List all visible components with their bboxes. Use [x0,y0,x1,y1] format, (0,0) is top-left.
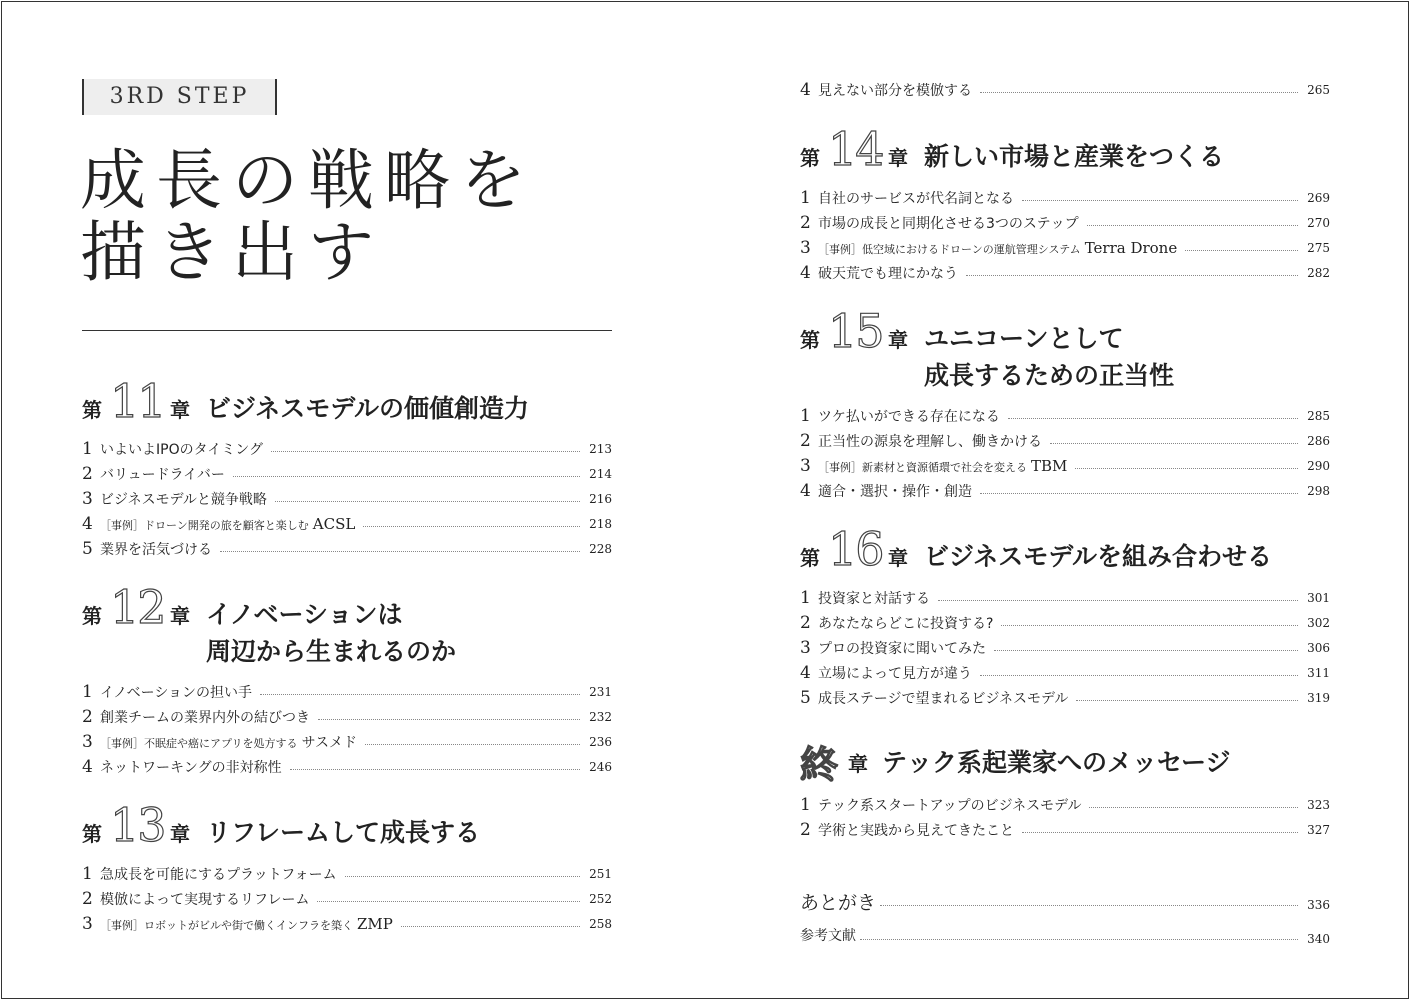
toc-entry[interactable] [82,706,612,728]
afterword-entry[interactable] [800,886,1330,916]
entry-page: 302 [1307,616,1330,630]
entry-page: 258 [589,917,612,931]
leader-dots [938,600,1298,601]
leader-dots [401,926,580,927]
toc-entry[interactable] [800,637,1330,659]
chapter-title: ユニコーンとして 成長するための正当性 [924,324,1175,390]
afterword-page: 336 [1307,898,1330,912]
chapter-suffix: 章 [848,752,868,776]
entry-page: 236 [589,735,612,749]
entry-page: 311 [1307,666,1330,680]
chapter-title: テック系起業家へのメッセージ [882,748,1231,777]
chapter-prefix: 第 [82,604,102,628]
entry-number: 1 [800,795,811,815]
entry-page: 218 [589,517,612,531]
entry-title: 成長ステージで望まれるビジネスモデル [818,691,1069,707]
case-tag: ［事例］低空域におけるドローンの運航管理システム [818,243,1081,256]
step-label: 3RD STEP [82,79,277,115]
afterword-title: あとがき [800,891,877,914]
leader-dots [1087,225,1298,226]
entry-page: 214 [589,467,612,481]
entry-number: 2 [800,213,811,233]
entry-title: 立場によって見方が違う [818,666,972,682]
toc-entry[interactable] [800,430,1330,452]
entry-number: 2 [82,707,93,727]
chapter-prefix: 第 [82,398,102,422]
entry-page: 301 [1307,591,1330,605]
entry-number: 2 [800,820,811,840]
entry-title: 学術と実践から見えてきたこと [818,823,1014,839]
entry-page: 298 [1307,484,1330,498]
entry-page: 306 [1307,641,1330,655]
toc-entry[interactable] [82,488,612,510]
entry-number: 5 [800,688,811,708]
entry-page: 246 [589,760,612,774]
entry-title: 業界を活気づける [100,542,212,558]
entry-title: プロの投資家に聞いてみた [818,641,986,657]
entry-page: 216 [589,492,612,506]
case-tag: ［事例］不眠症や癌にアプリを処方する [100,737,298,750]
chapter-title: ビジネスモデルを組み合わせる [924,542,1273,571]
entry-page: 285 [1307,409,1330,423]
leader-dots [980,675,1298,676]
entry-number: 4 [82,757,93,777]
entry-number: 3 [800,238,811,258]
chapter-suffix: 章 [888,146,908,170]
toc-entry[interactable] [800,262,1330,284]
toc-entry[interactable] [82,888,612,910]
entry-page: 270 [1307,216,1330,230]
entry-title: 急成長を可能にするプラットフォーム [100,867,337,883]
entry-title: ツケ払いができる存在になる [818,409,1000,425]
toc-entry[interactable] [82,863,612,885]
chapter-prefix: 第 [800,328,820,352]
toc-entry[interactable] [800,79,1330,101]
toc-entry[interactable] [82,756,612,778]
final-chapter-mark: 終 [800,743,839,787]
leader-dots [1089,807,1298,808]
entry-number: 2 [82,889,93,909]
entry-number: 2 [800,613,811,633]
chapter-prefix: 第 [82,822,102,846]
leader-dots [275,501,580,502]
leader-dots [363,526,580,527]
entry-title: 正当性の源泉を理解し、働きかける [818,434,1042,450]
entry-title: イノベーションの担い手 [100,685,253,701]
entry-title: バリュードライバー [100,467,225,483]
entry-page: 282 [1307,266,1330,280]
leader-dots [220,551,580,552]
leader-dots [880,905,1298,906]
entry-title: ［事例］不眠症や癌にアプリを処方する サスメド [100,735,358,751]
leader-dots [966,275,1298,276]
leader-dots [271,451,580,452]
entry-title: 模倣によって実現するリフレーム [100,892,310,908]
entry-number: 4 [800,663,811,683]
entry-page: 323 [1307,798,1330,812]
entry-title: あなたならどこに投資する? [818,616,994,632]
entry-number: 5 [82,539,93,559]
entry-page: 251 [589,867,612,881]
chapter-title: リフレームして成長する [206,818,481,847]
case-tag: ［事例］新素材と資源循環で社会を変える [818,461,1027,474]
leader-dots [1076,700,1298,701]
toc-entry[interactable] [800,212,1330,234]
leader-dots [980,493,1298,494]
entry-number: 2 [82,464,93,484]
entry-title: ネットワーキングの非対称性 [100,760,282,776]
entry-number: 3 [82,489,93,509]
entry-number: 4 [800,80,811,100]
entry-number: 1 [800,188,811,208]
chapter-title: ビジネスモデルの価値創造力 [206,394,530,423]
leader-dots [1022,200,1298,201]
chapter-number: 16 [828,522,883,576]
toc-entry[interactable] [82,913,612,935]
entry-title: いよいよIPOのタイミング [100,442,264,458]
entry-title: 投資家と対話する [818,591,930,607]
leader-dots [365,744,580,745]
case-tag: ［事例］ロボットがビルや街で働くインフラを築く [100,919,353,932]
toc-entry[interactable] [800,187,1330,209]
leader-dots [1001,625,1298,626]
entry-number: 1 [800,588,811,608]
entry-title: 適合・選択・操作・創造 [818,484,972,500]
chapter-suffix: 章 [170,604,190,628]
chapter-title: 新しい市場と産業をつくる [924,142,1225,171]
entry-title: テック系スタートアップのビジネスモデル [818,798,1082,814]
entry-title: 市場の成長と同期化させる3つのステップ [818,216,1079,232]
chapter-title: イノベーションは 周辺から生まれるのか [206,600,457,666]
leader-dots [1185,250,1298,251]
toc-entry[interactable] [800,480,1330,502]
toc-entry[interactable] [82,438,612,460]
entry-page: 290 [1307,459,1330,473]
toc-entry[interactable] [82,731,612,753]
entry-page: 213 [589,442,612,456]
entry-number: 4 [800,481,811,501]
entry-title: ［事例］新素材と資源循環で社会を変える TBM [818,457,1068,475]
entry-title: ビジネスモデルと競争戦略 [100,492,267,508]
part-title-line-1: 成長の戦略を [80,142,536,219]
entry-number: 3 [82,732,93,752]
entry-number: 1 [82,439,93,459]
leader-dots [1022,832,1298,833]
toc-entry[interactable] [800,455,1330,477]
entry-page: 286 [1307,434,1330,448]
chapter-number: 12 [110,580,165,634]
title-divider [82,330,612,331]
entry-number: 3 [82,914,93,934]
toc-entry[interactable] [800,587,1330,609]
entry-page: 275 [1307,241,1330,255]
toc-entry[interactable] [800,687,1330,709]
leader-dots [1050,443,1298,444]
chapter-prefix: 第 [800,146,820,170]
entry-page: 319 [1307,691,1330,705]
leader-dots [994,650,1298,651]
toc-entry[interactable] [82,681,612,703]
toc-entry[interactable] [800,662,1330,684]
references-title: 参考文献 [800,928,856,944]
leader-dots [860,939,1298,940]
chapter-prefix: 第 [800,546,820,570]
entry-page: 327 [1307,823,1330,837]
chapter-suffix: 章 [170,398,190,422]
entry-number: 1 [800,406,811,426]
entry-page: 232 [589,710,612,724]
chapter-suffix: 章 [170,822,190,846]
leader-dots [233,476,580,477]
entry-title: ［事例］ロボットがビルや街で働くインフラを築く ZMP [100,915,393,933]
toc-entry[interactable] [800,794,1330,816]
entry-number: 1 [82,682,93,702]
chapter-number: 14 [828,122,883,176]
references-page: 340 [1307,932,1330,946]
chapter-suffix: 章 [888,546,908,570]
chapter-suffix: 章 [888,328,908,352]
leader-dots [1008,418,1298,419]
entry-page: 231 [589,685,612,699]
toc-entry[interactable] [82,538,612,560]
case-tag: ［事例］ドローン開発の旅を顧客と楽しむ [100,519,309,532]
toc-entry[interactable] [800,405,1330,427]
entry-page: 252 [589,892,612,906]
toc-entry[interactable] [82,463,612,485]
entry-page: 228 [589,542,612,556]
toc-entry[interactable] [800,612,1330,634]
toc-entry[interactable] [82,513,612,535]
entry-title: 破天荒でも理にかなう [818,266,958,282]
leader-dots [290,769,580,770]
leader-dots [980,92,1298,93]
entry-title: ［事例］ドローン開発の旅を顧客と楽しむ ACSL [100,515,356,533]
leader-dots [318,719,580,720]
entry-number: 3 [800,456,811,476]
toc-entry[interactable] [800,819,1330,841]
chapter-number: 15 [828,304,883,358]
leader-dots [317,901,580,902]
chapter-number: 11 [110,374,165,428]
entry-number: 3 [800,638,811,658]
entry-page: 269 [1307,191,1330,205]
entry-number: 1 [82,864,93,884]
leader-dots [345,876,580,877]
references-entry[interactable] [800,920,1330,950]
leader-dots [260,694,580,695]
entry-title: ［事例］低空域におけるドローンの運航管理システム Terra Drone [818,239,1178,257]
entry-page: 265 [1307,83,1330,97]
leader-dots [1075,468,1298,469]
entry-title: 見えない部分を模倣する [818,83,972,99]
entry-number: 4 [82,514,93,534]
part-title-line-2: 描き出す [80,214,384,291]
toc-entry[interactable] [800,237,1330,259]
entry-number: 2 [800,431,811,451]
entry-number: 4 [800,263,811,283]
entry-title: 創業チームの業界内外の結びつき [100,710,310,726]
entry-title: 自社のサービスが代名詞となる [818,191,1014,207]
chapter-number: 13 [110,798,165,852]
